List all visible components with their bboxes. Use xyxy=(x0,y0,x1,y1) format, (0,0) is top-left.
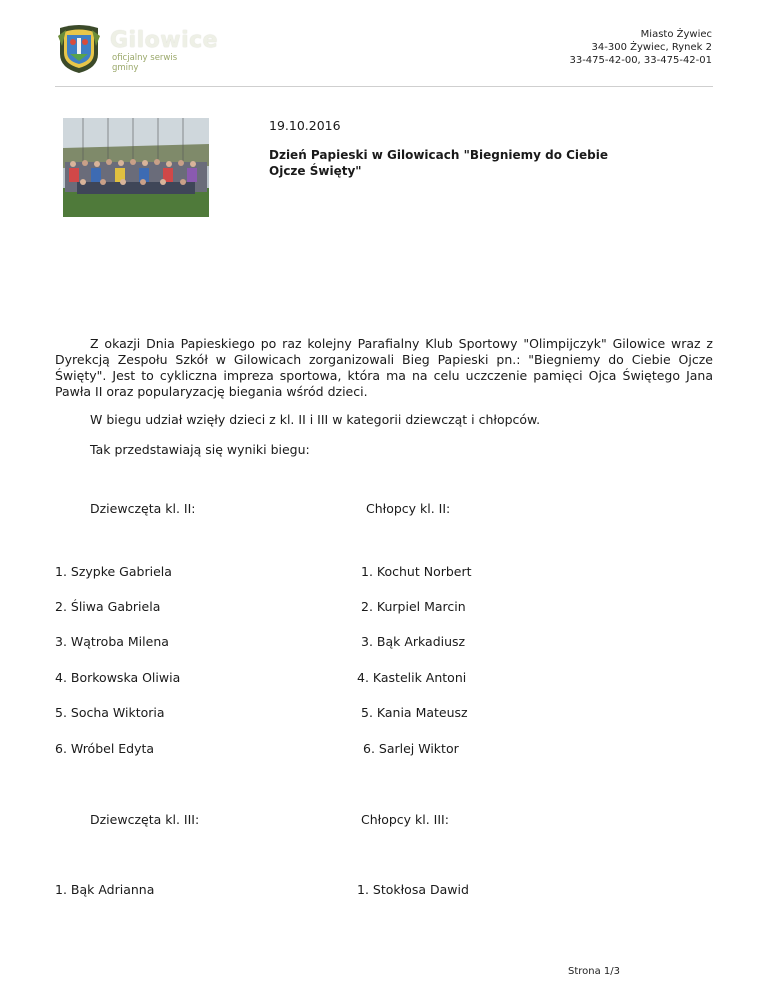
list-item: 2. Śliwa Gabriela xyxy=(55,599,161,614)
list-item: 1. Kochut Norbert xyxy=(361,564,472,579)
list-item: 2. Kurpiel Marcin xyxy=(361,599,466,614)
boys-class2-heading: Chłopcy kl. II: xyxy=(366,501,451,516)
brand-name: Gilowice xyxy=(110,28,219,53)
coat-of-arms-icon xyxy=(56,24,102,74)
contact-address xyxy=(569,28,712,67)
girls-class2-heading: Dziewczęta kl. II: xyxy=(90,501,196,516)
address-line: 34-300 Żywiec, Rynek 2 xyxy=(591,42,712,53)
header-divider xyxy=(55,86,713,87)
list-item: 3. Bąk Arkadiusz xyxy=(361,634,466,649)
article-date: 19.10.2016 xyxy=(269,118,341,133)
list-item: 5. Socha Wiktoria xyxy=(55,705,165,720)
list-item: 3. Wątroba Milena xyxy=(55,634,169,649)
list-item: 6. Sarlej Wiktor xyxy=(363,741,459,756)
participants-line: W biegu udział wzięły dzieci z kl. II i III w kategorii dziewcząt i chłopców. xyxy=(90,412,541,427)
page-number: Strona 1/3 xyxy=(568,966,621,977)
boys-class3-heading: Chłopcy kl. III: xyxy=(361,812,449,827)
results-intro: Tak przedstawiają się wyniki biegu: xyxy=(90,442,310,457)
list-item: 5. Kania Mateusz xyxy=(361,705,468,720)
list-item: 4. Kastelik Antoni xyxy=(357,670,467,685)
list-item: 1. Bąk Adrianna xyxy=(55,882,155,897)
address-line: 33-475-42-00, 33-475-42-01 xyxy=(569,55,712,66)
address-line: Miasto Żywiec xyxy=(640,29,712,40)
list-item: 1. Szypke Gabriela xyxy=(55,564,172,579)
article-photo xyxy=(63,118,209,217)
article-paragraph: Z okazji Dnia Papieskiego po raz kolejny Parafialny Klub Sportowy "Olimpijczyk" Gilowice wraz z Dyrekcją Zespołu Szkół w Gilowicach zorganizowali Bieg Papieski pn.: "Biegniemy do Ciebie Ojcze Święty". Jest to cykliczna impreza sportowa, która ma na celu uczczenie pamięci Ojca Świętego Jana Pawła II oraz popularyzację biegania wśród dzieci. xyxy=(55,336,713,399)
brand-tagline: oficjalny serwis gminy xyxy=(112,53,178,73)
list-item: 1. Stokłosa Dawid xyxy=(357,882,469,897)
list-item: 6. Wróbel Edyta xyxy=(55,741,155,756)
site-logo[interactable] xyxy=(56,24,219,74)
girls-class3-heading: Dziewczęta kl. III: xyxy=(90,812,200,827)
article-title: Dzień Papieski w Gilowicach "Biegniemy do Ciebie Ojcze Święty" xyxy=(269,148,609,178)
list-item: 4. Borkowska Oliwia xyxy=(55,670,181,685)
